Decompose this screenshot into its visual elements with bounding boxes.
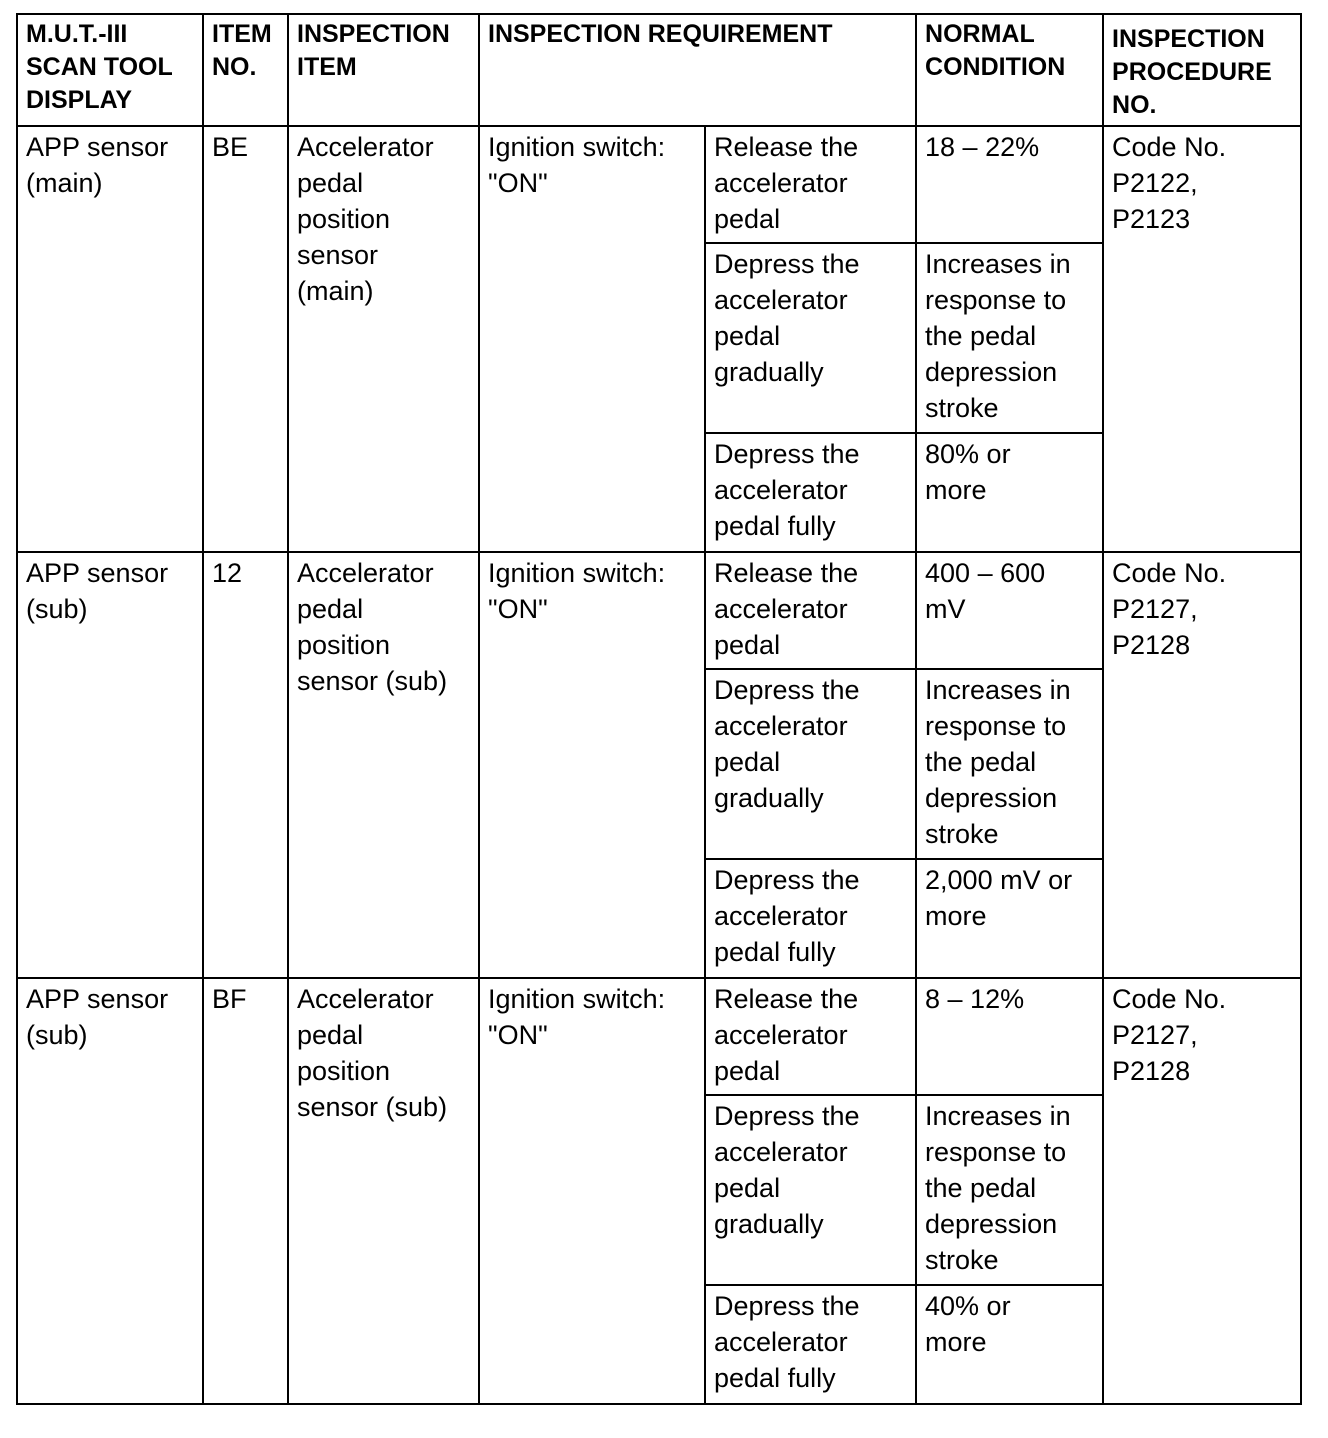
cell-requirement: Release the accelerator pedal [705, 552, 916, 669]
cell-requirement: Depress the accelerator pedal fully [705, 859, 916, 978]
cell-display: APP sensor (sub) [17, 552, 203, 978]
cell-requirement: Depress the accelerator pedal fully [705, 1285, 916, 1404]
cell-item-no: BE [203, 126, 288, 552]
header-normal-condition: NORMAL CONDITION [916, 14, 1103, 126]
cell-display: APP sensor (sub) [17, 978, 203, 1404]
cell-item-no: 12 [203, 552, 288, 978]
cell-procedure-no: Code No. P2122, P2123 [1103, 126, 1301, 552]
cell-inspection-item: Accelerator pedal position sensor (sub) [288, 552, 479, 978]
cell-normal-condition: Increases in response to the pedal depression stroke [916, 1095, 1103, 1285]
cell-normal-condition: 2,000 mV or more [916, 859, 1103, 978]
cell-requirement: Depress the accelerator pedal gradually [705, 669, 916, 859]
cell-requirement: Release the accelerator pedal [705, 126, 916, 243]
cell-requirement: Depress the accelerator pedal fully [705, 433, 916, 552]
cell-condition: Ignition switch: "ON" [479, 126, 705, 552]
cell-inspection-item: Accelerator pedal position sensor (sub) [288, 978, 479, 1404]
header-row [17, 14, 1301, 126]
header-procedure-no: INSPECTION PROCEDURE NO. [1103, 14, 1301, 126]
cell-condition: Ignition switch: "ON" [479, 978, 705, 1404]
inspection-table [16, 13, 1302, 1405]
header-inspection-requirement: INSPECTION REQUIREMENT [479, 14, 916, 126]
cell-normal-condition: 400 – 600 mV [916, 552, 1103, 669]
cell-requirement: Depress the accelerator pedal gradually [705, 243, 916, 433]
table-row [17, 978, 1301, 1095]
cell-display: APP sensor (main) [17, 126, 203, 552]
cell-normal-condition: Increases in response to the pedal depression stroke [916, 243, 1103, 433]
cell-item-no: BF [203, 978, 288, 1404]
cell-procedure-no: Code No. P2127, P2128 [1103, 978, 1301, 1404]
cell-condition: Ignition switch: "ON" [479, 552, 705, 978]
cell-procedure-no: Code No. P2127, P2128 [1103, 552, 1301, 978]
cell-inspection-item: Accelerator pedal position sensor (main) [288, 126, 479, 552]
cell-normal-condition: 40% or more [916, 1285, 1103, 1404]
table-row [17, 552, 1301, 669]
header-item-no: ITEM NO. [203, 14, 288, 126]
header-scan-tool-display: M.U.T.-III SCAN TOOL DISPLAY [17, 14, 203, 126]
cell-requirement: Release the accelerator pedal [705, 978, 916, 1095]
header-inspection-item: INSPECTION ITEM [288, 14, 479, 126]
cell-normal-condition: 80% or more [916, 433, 1103, 552]
cell-requirement: Depress the accelerator pedal gradually [705, 1095, 916, 1285]
table-row [17, 126, 1301, 243]
cell-normal-condition: Increases in response to the pedal depression stroke [916, 669, 1103, 859]
cell-normal-condition: 8 – 12% [916, 978, 1103, 1095]
cell-normal-condition: 18 – 22% [916, 126, 1103, 243]
